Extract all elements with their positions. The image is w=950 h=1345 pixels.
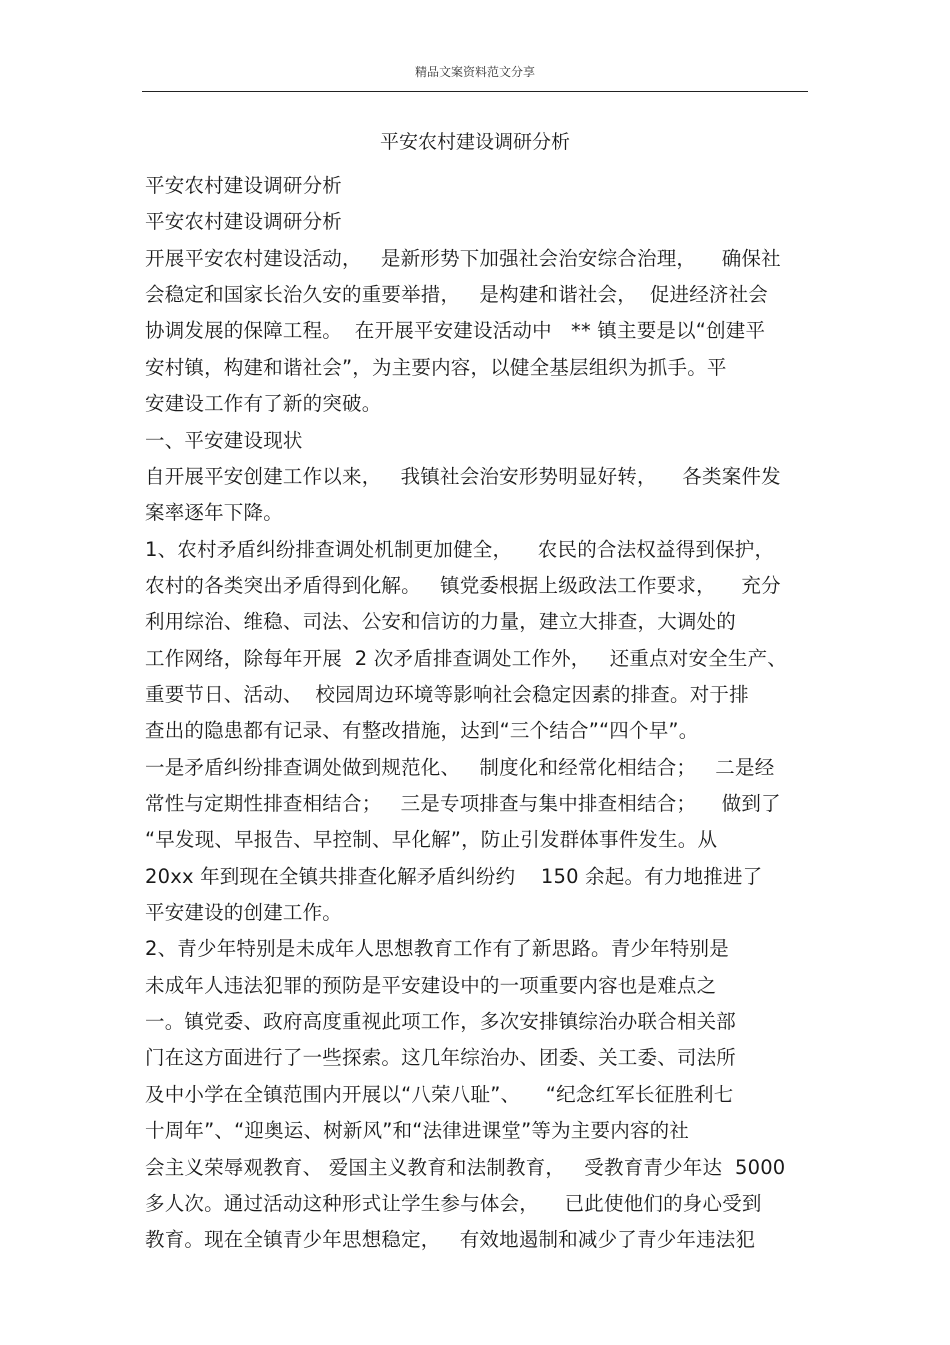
text-line: 查出的隐患都有记录、有整改措施，达到“三个结合”“四个早”。 — [145, 719, 699, 743]
text-line: 案率逐年下降。 — [145, 501, 283, 525]
text-line: 多人次。通过活动这种形式让学生参与体会， 已此使他们的身心受到 — [145, 1191, 762, 1215]
text-line: 常性与定期性排查相结合； 三是专项排查与集中排查相结合； 做到了 — [145, 792, 781, 815]
text-line: 1、农村矛盾纠纷排查调处机制更加健全， 农民的合法权益得到保护， — [145, 537, 775, 561]
text-line: 重要节日、活动、 校园周边环境等影响社会稳定因素的排查。对于排 — [145, 682, 749, 706]
text-line: 教育。现在全镇青少年思想稳定， 有效地遏制和减少了青少年违法犯 — [145, 1228, 756, 1252]
text-line: 自开展平安创建工作以来， 我镇社会治安形势明显好转， 各类案件发 — [145, 464, 781, 488]
text-line: 十周年”、“迎奥运、树新风”和“法律进课堂”等为主要内容的社 — [145, 1119, 690, 1143]
text-line: 协调发展的保障工程。 在开展平安建设活动中 ** 镇主要是以“创建平 — [145, 319, 766, 343]
text-line: 2、青少年特别是未成年人思想教育工作有了新思路。青少年特别是 — [145, 937, 729, 961]
text-line: 一是矛盾纠纷排查调处做到规范化、 制度化和经常化相结合； 二是经 — [145, 755, 775, 779]
text-line: 平安农村建设调研分析 — [145, 174, 343, 197]
text-line: 安建设工作有了新的突破。 — [145, 392, 382, 416]
text-line: 农村的各类突出矛盾得到化解。 镇党委根据上级政法工作要求， 充分 — [145, 573, 781, 597]
text-line: 20xx 年到现在全镇共排查化解矛盾纠纷约 150 余起。有力地推进了 — [145, 864, 763, 888]
text-line: 利用综治、维稳、司法、公安和信访的力量，建立大排查，大调处的 — [145, 610, 737, 634]
text-line: 一。镇党委、政府高度重视此项工作，多次安排镇综治办联合相关部 — [145, 1010, 737, 1034]
page-header: 精品文案资料范文分享 — [414, 65, 535, 79]
document-title: 平安农村建设调研分析 — [379, 131, 570, 153]
header-divider — [142, 91, 808, 92]
text-line: 平安农村建设调研分析 — [145, 210, 343, 234]
text-line: 未成年人违法犯罪的预防是平安建设中的一项重要内容也是难点之 — [145, 973, 717, 997]
text-line: 开展平安农村建设活动， 是新形势下加强社会治安综合治理， 确保社 — [145, 246, 781, 270]
text-line: 安村镇，构建和谐社会”，为主要内容，以健全基层组织为抓手。平 — [145, 355, 727, 379]
text-line: 工作网络，除每年开展 2 次矛盾排查调处工作外， 还重点对安全生产、 — [145, 646, 787, 670]
text-line: 及中小学在全镇范围内开展以“八荣八耻”、 “纪念红军长征胜利七 — [145, 1082, 734, 1106]
text-line: 一、平安建设现状 — [145, 428, 303, 452]
text-line: 门在这方面进行了一些探索。这几年综治办、团委、关工委、司法所 — [145, 1046, 737, 1070]
text-line: 会主义荣辱观教育、 爱国主义教育和法制教育， 受教育青少年达 5000 — [145, 1155, 786, 1179]
text-line: “早发现、早报告、早控制、早化解”，防止引发群体事件发生。从 — [145, 828, 718, 852]
text-line: 会稳定和国家长治久安的重要举措， 是构建和谐社会， 促进经济社会 — [145, 283, 768, 307]
text-line: 平安建设的创建工作。 — [145, 901, 343, 924]
